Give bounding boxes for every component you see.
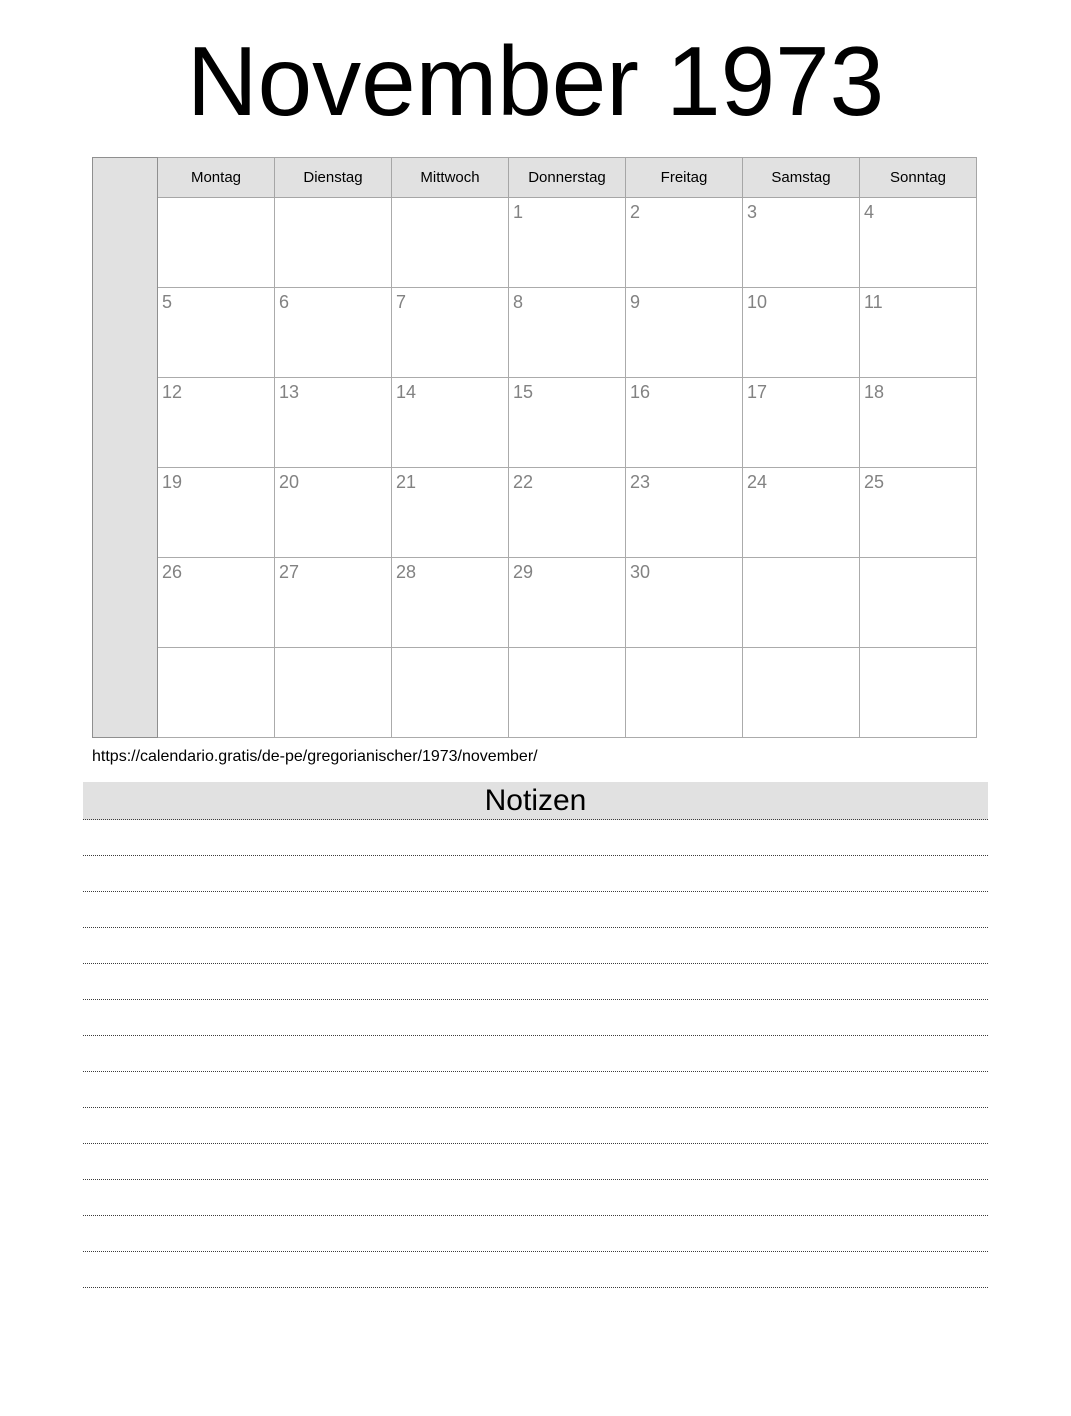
day-cell — [626, 287, 743, 377]
note-line — [83, 856, 988, 892]
day-cell — [158, 467, 275, 557]
day-cell — [509, 557, 626, 647]
week-row — [93, 557, 977, 647]
page-title: November 1973 — [186, 26, 885, 136]
note-line — [83, 928, 988, 964]
day-cell — [509, 377, 626, 467]
source-url: https://calendario.gratis/de-pe/gregorianischer/1973/november/ — [92, 747, 538, 765]
day-cell — [275, 557, 392, 647]
day-cell — [509, 287, 626, 377]
empty-day-cell — [275, 647, 392, 737]
note-line — [83, 1072, 988, 1108]
day-number: 9 — [630, 291, 641, 312]
day-number: 24 — [747, 471, 768, 492]
day-cell — [158, 287, 275, 377]
day-cell — [743, 197, 860, 287]
day-cell — [860, 197, 977, 287]
weekday-header: Samstag — [743, 157, 860, 197]
week-row — [93, 197, 977, 287]
calendar-body — [93, 157, 977, 737]
day-number: 28 — [396, 561, 417, 582]
empty-day-cell — [275, 197, 392, 287]
day-number: 16 — [630, 381, 651, 402]
day-number: 27 — [279, 561, 300, 582]
day-cell — [743, 287, 860, 377]
empty-day-cell — [860, 557, 977, 647]
day-cell — [860, 467, 977, 557]
day-number: 22 — [513, 471, 534, 492]
weekday-header: Sonntag — [860, 157, 977, 197]
day-cell — [860, 377, 977, 467]
week-row — [93, 377, 977, 467]
day-number: 5 — [162, 291, 173, 312]
day-number: 25 — [864, 471, 885, 492]
day-cell — [158, 557, 275, 647]
day-cell — [158, 377, 275, 467]
day-number: 8 — [513, 291, 524, 312]
note-line — [83, 1144, 988, 1180]
day-cell — [275, 377, 392, 467]
day-number: 4 — [864, 201, 875, 222]
day-cell — [743, 377, 860, 467]
day-cell — [392, 467, 509, 557]
week-row — [93, 647, 977, 737]
day-cell — [743, 467, 860, 557]
note-line — [83, 1108, 988, 1144]
weekday-header: Freitag — [626, 157, 743, 197]
day-number: 1 — [513, 201, 524, 222]
day-number: 2 — [630, 201, 641, 222]
week-row — [93, 287, 977, 377]
note-line — [83, 1252, 988, 1288]
day-number: 30 — [630, 561, 651, 582]
day-number: 12 — [162, 381, 183, 402]
weekday-header: Mittwoch — [392, 157, 509, 197]
weekday-header: Montag — [158, 157, 275, 197]
day-cell — [860, 287, 977, 377]
empty-day-cell — [158, 647, 275, 737]
note-line — [83, 820, 988, 856]
day-number: 23 — [630, 471, 651, 492]
notes-section — [83, 782, 988, 1288]
week-row — [93, 467, 977, 557]
week-number-column — [93, 157, 158, 737]
day-cell — [392, 377, 509, 467]
day-cell — [275, 467, 392, 557]
day-cell — [509, 467, 626, 557]
day-number: 21 — [396, 471, 417, 492]
note-line — [83, 964, 988, 1000]
notes-lines — [83, 820, 988, 1288]
empty-day-cell — [743, 557, 860, 647]
empty-day-cell — [626, 647, 743, 737]
day-cell — [275, 287, 392, 377]
day-number: 29 — [513, 561, 534, 582]
day-number: 15 — [513, 381, 534, 402]
day-number: 6 — [279, 291, 290, 312]
empty-day-cell — [743, 647, 860, 737]
day-cell — [509, 197, 626, 287]
weekday-header: Dienstag — [275, 157, 392, 197]
day-number: 13 — [279, 381, 300, 402]
day-number: 17 — [747, 381, 768, 402]
empty-day-cell — [509, 647, 626, 737]
weekday-header: Donnerstag — [509, 157, 626, 197]
empty-day-cell — [860, 647, 977, 737]
note-line — [83, 892, 988, 928]
day-number: 3 — [747, 201, 758, 222]
day-number: 19 — [162, 471, 183, 492]
note-line — [83, 1180, 988, 1216]
day-number: 14 — [396, 381, 417, 402]
note-line — [83, 1216, 988, 1252]
empty-day-cell — [392, 197, 509, 287]
day-cell — [392, 287, 509, 377]
day-cell — [392, 557, 509, 647]
day-cell — [626, 377, 743, 467]
weekday-header-row — [93, 157, 977, 197]
empty-day-cell — [158, 197, 275, 287]
day-cell — [626, 197, 743, 287]
note-line — [83, 1036, 988, 1072]
notes-title: Notizen — [83, 782, 988, 820]
day-number: 10 — [747, 291, 768, 312]
calendar-table — [92, 157, 977, 738]
day-number: 26 — [162, 561, 183, 582]
day-cell — [626, 467, 743, 557]
day-number: 20 — [279, 471, 300, 492]
empty-day-cell — [392, 647, 509, 737]
day-number: 11 — [864, 291, 883, 312]
day-cell — [626, 557, 743, 647]
day-number: 7 — [396, 291, 407, 312]
day-number: 18 — [864, 381, 885, 402]
note-line — [83, 1000, 988, 1036]
